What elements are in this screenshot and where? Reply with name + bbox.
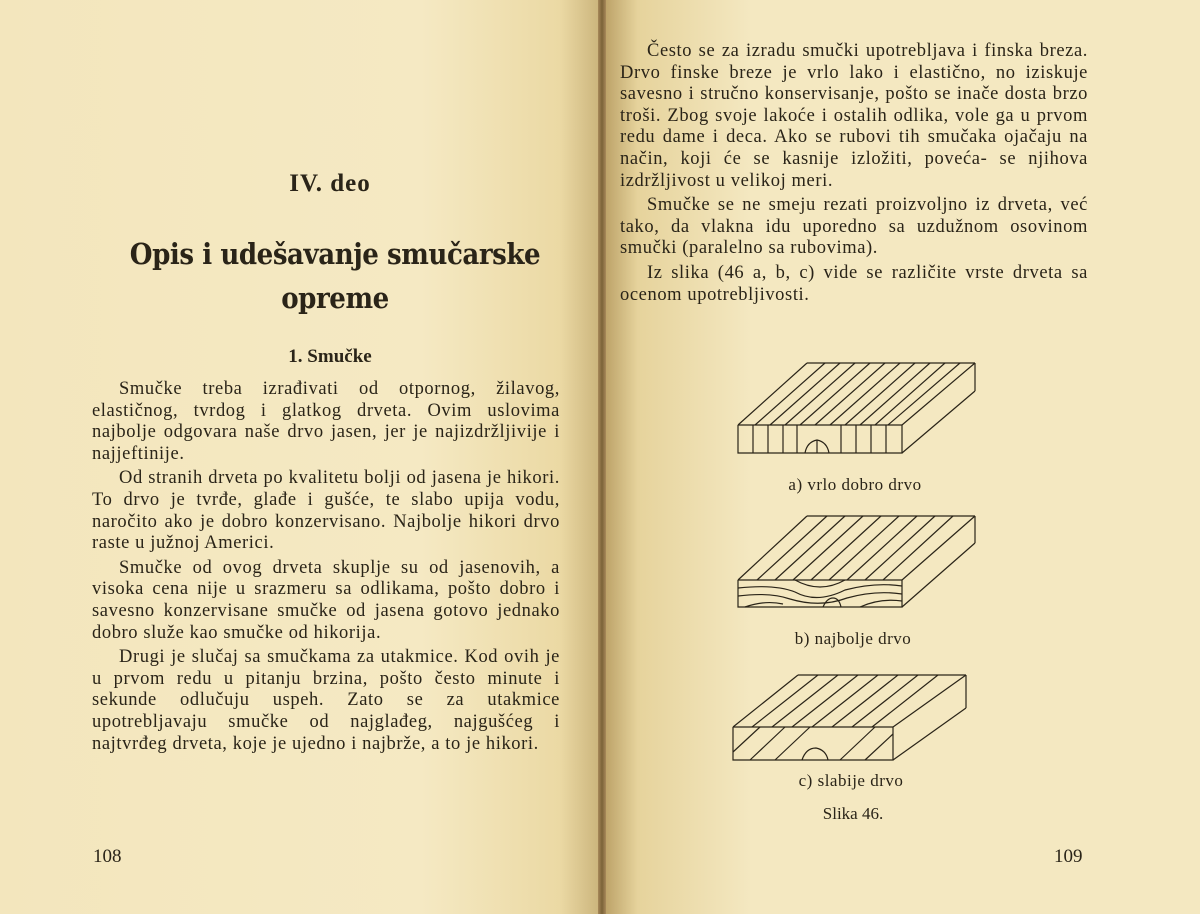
paragraph: Često se za izradu smučki upotrebljava i finska breza. Drvo finske breze je vrlo lako i elastično, no iziskuje savesno i stručno konservisanje, pošto se inače dosta brzo troši. Zbog svoje lakoće i ostalih odlika, vole ga u prvom redu dame i deca. Ako se rubovi tih smučaka ojačaju na način, koji će se kasnije izložiti, poveća- se njihova izdržljivost u velikoj meri. [620,41,1088,191]
figure-label: Slika 46. [822,804,884,823]
wood-grain-figure-a [735,360,980,460]
wood-grain-figure-b [735,512,980,612]
caption-b: b) najbolje drvo [794,629,912,648]
chapter-title [115,232,556,320]
wood-grain-figure-c [730,672,975,767]
grain-lines [753,363,960,453]
paragraph: Smučke treba izrađivati od otpornog, žilavog, elastičnog, tvrdog i glatkog drveta. Ovim uslovima najbolje odgovara naše drvo jasen, jer je najizdržljivije i najjeftinije. [92,379,560,464]
chapter-title-line-1: Opis i udešavanje smučarske [129,237,541,271]
part-label: IV. deo [289,170,371,197]
paragraph: Od stranih drveta po kvalitetu bolji od jasena je hikori. To drvo je tvrđe, glađe i gušće, te slabo upija vodu, naročito ako je dobro konzervisano. Najbolje hikori drvo raste u južnoj Americi. [92,468,560,554]
caption-c: c) slabije drvo [798,771,904,790]
grain-lines [738,516,953,607]
paragraph: Drugi je slučaj sa smučkama za utakmice. Kod ovih je u prvom redu u pitanju brzina, pošto često minute i sekunde odlučuju uspeh. Zato se za utakmice upotrebljavaju smučke od najglađeg, najgušćeg i najtvrđeg drveta, koje je ujedno i najbrže, a to je hikori. [92,647,560,754]
book-gutter [598,0,606,914]
caption-a: a) vrlo dobro drvo [788,475,922,494]
paragraph: Iz slika (46 a, b, c) vide se različite vrste drveta sa ocenom upotrebljivosti. [620,262,1088,305]
paragraph: Smučke od ovog drveta skuplje su od jasenovih, a visoka cena nije u srazmeru sa odlikama, pošto dobro i savesno konzervisane smučke od jasena gotovo jednako dobro služe kao smučke od hikorija. [92,557,560,643]
section-title: 1. Smučke [288,346,372,367]
right-body-text [620,41,1088,309]
paragraph: Smučke se ne smeju rezati proizvoljno iz drveta, već tako, da vlakna idu uporedno sa uzdužnom osovinom smučki (paralelno sa rubovima). [620,195,1088,259]
chapter-title-line-2: opreme [281,281,389,315]
page-number-right: 109 [1054,846,1083,867]
left-body-text [92,379,560,758]
page-number-left: 108 [93,846,122,867]
